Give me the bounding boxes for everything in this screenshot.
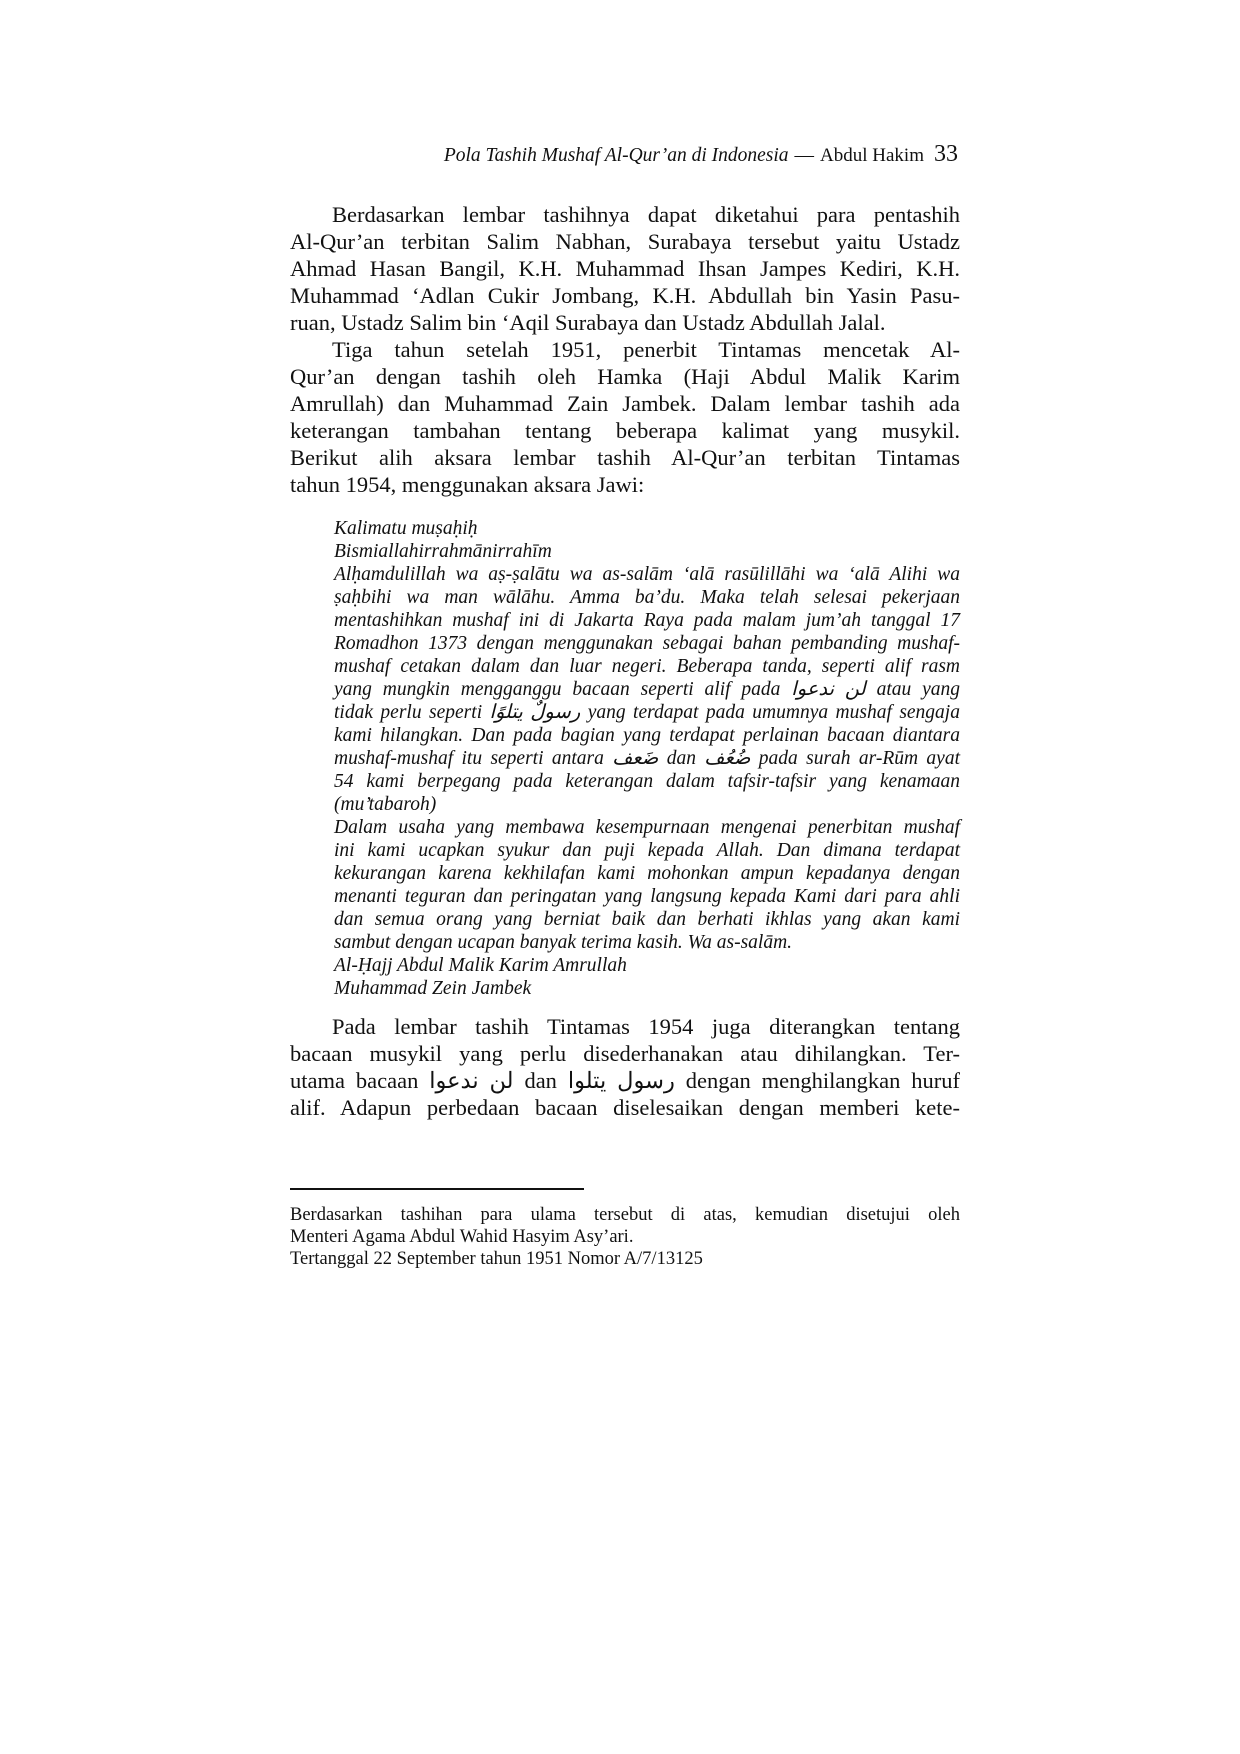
text-line: bacaan musykil yang perlu disederhanakan atau dihilangkan. Ter- [290,1041,960,1066]
quote-line: sambut dengan ucapan banyak terima kasih. Wa as-salām. [334,932,793,953]
text-line: Qur’an dengan tashih oleh Hamka (Haji Abdul Malik Karim [290,364,960,389]
quote-line: kami hilangkan. Dan pada bagian yang terdapat perlainan bacaan diantara [334,725,960,746]
text-line: Pada lembar tashih Tintamas 1954 juga diterangkan tentang [332,1014,960,1039]
footnote-line: Tertanggal 22 September tahun 1951 Nomor A/7/13125 [290,1249,703,1269]
text-line: Muhammad ‘Adlan Cukir Jombang, K.H. Abdullah bin Yasin Pasu- [290,283,960,308]
running-header [444,140,958,168]
quote-line: Dalam usaha yang membawa kesempurnaan mengenai penerbitan mushaf [334,817,960,838]
quote-line: menanti teguran dan peringatan yang langsung kepada Kami dari para ahli [334,886,960,907]
quote-signature-line: Al-Ḥajj Abdul Malik Karim Amrullah [334,955,627,976]
text-line: Ahmad Hasan Bangil, K.H. Muhammad Ihsan Jampes Kediri, K.H. [290,256,960,281]
quote-line: (mu’tabaroh) [334,794,437,815]
text-line: tahun 1954, menggunakan aksara Jawi: [290,472,645,497]
quote-line: mushaf cetakan dalam dan luar negeri. Beberapa tanda, seperti alif rasm [334,656,960,677]
text-line: Berikut alih aksara lembar tashih Al-Qur’an terbitan Tintamas [290,445,960,470]
quote-line: mentashihkan mushaf ini di Jakarta Raya pada malam jum’ah tanggal 17 [334,610,960,631]
header-separator: — [794,145,815,166]
paragraph-1 [290,201,960,336]
footnote-line: Menteri Agama Abdul Wahid Hasyim Asy’ari. [290,1227,634,1247]
quote-line: Romadhon 1373 dengan menggunakan sebagai bahan pembanding mushaf- [334,633,960,654]
paragraph-3 [290,1013,960,1121]
text-line: Tiga tahun setelah 1951, penerbit Tintamas mencetak Al- [332,337,960,362]
text-line: Al-Qur’an terbitan Salim Nabhan, Surabaya tersebut yaitu Ustadz [290,229,960,254]
text-line: alif. Adapun perbedaan bacaan diselesaikan dengan memberi kete- [290,1095,960,1120]
quote-line: ini kami ucapkan syukur dan puji kepada Allah. Dan dimana terdapat [334,840,960,861]
quote-line: kekurangan karena kekhilafan kami mohonkan ampun kepadanya dengan [334,863,960,884]
footnote-line: Berdasarkan tashihan para ulama tersebut di atas, kemudian disetujui oleh [290,1205,960,1225]
quote-line: dan semua orang yang berniat baik dan berhati ikhlas yang akan kami [334,909,960,930]
text-line: keterangan tambahan tentang beberapa kalimat yang musykil. [290,418,960,443]
quote-line: mushaf-mushaf itu seperti antara ضَعف dan ضُعُف pada surah ar-Rūm ayat [334,748,961,769]
paragraph-2 [290,336,960,498]
text-line: Berdasarkan lembar tashihnya dapat diketahui para pentashih [332,202,960,227]
quote-line: yang mungkin mengganggu bacaan seperti alif pada لن ندعوا atau yang [334,679,961,700]
text-line: ruan, Ustadz Salim bin ‘Aqil Surabaya dan Ustadz Abdullah Jalal. [290,310,886,335]
quote-line: tidak perlu seperti رسولٌ يتلوًا yang terdapat pada umumnya mushaf sengaja [334,702,960,723]
quote-line: Kalimatu muṣaḥiḥ [334,518,478,539]
quote-line: ṣaḥbihi wa man wālāhu. Amma ba’du. Maka telah selesai pekerjaan [334,587,960,608]
quote-line: Alḥamdulillah wa aṣ-ṣalātu wa as-salām ‘alā rasūlillāhi wa ‘alā Alihi wa [334,564,960,585]
block-quote [334,517,960,1000]
quote-signature-line: Muhammad Zein Jambek [334,978,532,999]
quote-line: Bismiallahirrahmānirrahīm [334,541,552,562]
footnote [290,1204,960,1270]
quote-line: 54 kami berpegang pada keterangan dalam tafsir-tafsir yang kenamaan [334,771,960,792]
page-number: 33 [934,141,958,167]
text-line: utama bacaan لن ندعوا dan رسول يتلوا dengan menghilangkan huruf [290,1068,961,1093]
text-line: Amrullah) dan Muhammad Zain Jambek. Dalam lembar tashih ada [290,391,960,416]
footnote-divider [290,1188,584,1190]
running-header-author: Abdul Hakim [820,145,924,166]
running-header-title: Pola Tashih Mushaf Al-Qur’an di Indonesia [443,145,789,166]
